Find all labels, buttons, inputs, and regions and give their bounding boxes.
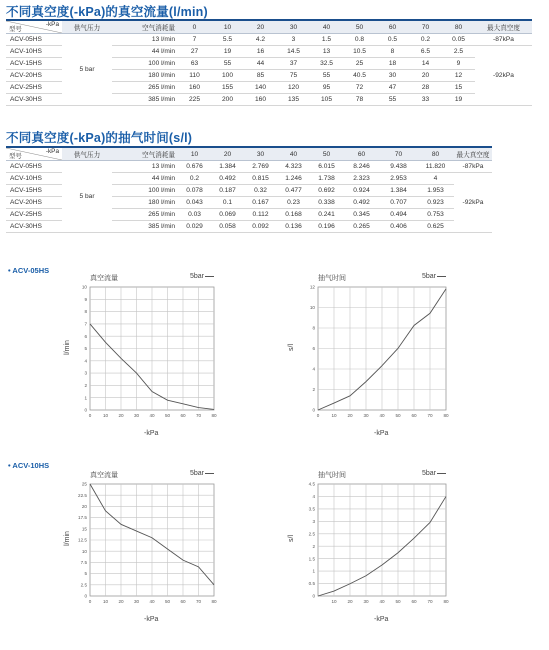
y-tick-label: 5 xyxy=(84,346,87,352)
value-cell: 0.2 xyxy=(178,173,211,185)
legend-line xyxy=(205,473,214,474)
header-level: 10 xyxy=(211,20,244,34)
value-cell: 0.058 xyxy=(211,221,244,233)
y-tick-label: 20 xyxy=(81,504,87,509)
model-cell: ACV-20HS xyxy=(6,70,62,82)
air-consumption-cell: 100 l/min xyxy=(112,185,178,197)
x-tick-label: 0 xyxy=(88,413,92,418)
max-vacuum-cell: -87kPa xyxy=(475,34,532,46)
value-cell: 1.384 xyxy=(380,185,417,197)
y-tick-label: 1.5 xyxy=(308,556,315,562)
value-cell: 0.078 xyxy=(178,185,211,197)
x-tick-label: 70 xyxy=(195,413,202,418)
value-cell: 72 xyxy=(343,82,376,94)
header-level: 30 xyxy=(277,20,310,34)
value-cell: 0.1 xyxy=(211,197,244,209)
header-level: 40 xyxy=(310,20,343,34)
value-cell: 8 xyxy=(376,46,409,58)
chart-2 xyxy=(63,470,217,623)
air-consumption-cell: 44 l/min xyxy=(112,46,178,58)
value-cell: 0.23 xyxy=(277,197,310,209)
value-cell: 225 xyxy=(178,94,211,106)
y-tick-label: 0 xyxy=(84,407,87,413)
header-level: 70 xyxy=(409,20,442,34)
y-tick-label: 3 xyxy=(84,370,87,376)
x-tick-label: 20 xyxy=(347,599,353,604)
chart-3 xyxy=(288,470,449,623)
evacuation-time-table xyxy=(6,146,549,233)
y-tick-label: 22.5 xyxy=(78,492,87,498)
x-tick-label: 40 xyxy=(149,413,155,418)
y-tick-label: 4 xyxy=(312,366,315,372)
legend-label: 5bar xyxy=(189,273,204,280)
y-tick-label: 2 xyxy=(312,543,315,549)
value-cell: 0.345 xyxy=(343,209,380,221)
legend-label: 5bar xyxy=(189,470,204,477)
y-tick-label: 0 xyxy=(312,593,315,599)
value-cell: 140 xyxy=(244,82,277,94)
value-cell: 0.265 xyxy=(343,221,380,233)
value-cell: 2.769 xyxy=(244,161,277,173)
legend-label: 5bar xyxy=(421,273,436,280)
value-cell: 0.753 xyxy=(417,209,454,221)
chart-plot xyxy=(81,284,217,418)
header-max-vacuum: 最大真空度 xyxy=(454,147,492,161)
max-vacuum-cell: -87kPa xyxy=(454,161,492,173)
y-tick-label: 1 xyxy=(84,395,87,401)
value-cell: 0.168 xyxy=(277,209,310,221)
y-tick-label: 0 xyxy=(84,593,87,599)
chart-plot xyxy=(308,481,449,604)
value-cell: 200 xyxy=(211,94,244,106)
y-tick-label: 12.5 xyxy=(78,537,87,543)
x-tick-label: 20 xyxy=(118,599,124,604)
value-cell: 0.676 xyxy=(178,161,211,173)
air-consumption-cell: 180 l/min xyxy=(112,70,178,82)
value-cell: 55 xyxy=(376,94,409,106)
value-cell: 78 xyxy=(343,94,376,106)
value-cell: 0.707 xyxy=(380,197,417,209)
x-tick-label: 60 xyxy=(411,413,417,418)
value-cell: 2.5 xyxy=(442,46,475,58)
value-cell: 40.5 xyxy=(343,70,376,82)
x-tick-label: 70 xyxy=(427,599,433,604)
table-header-row xyxy=(6,20,532,34)
air-consumption-cell: 385 l/min xyxy=(112,94,178,106)
header-model: 型号 xyxy=(9,26,22,33)
y-tick-label: 25 xyxy=(81,481,87,487)
x-tick-label: 80 xyxy=(443,599,449,604)
y-tick-label: 4 xyxy=(84,358,87,364)
x-tick-label: 10 xyxy=(331,413,337,418)
y-axis-label: s/l xyxy=(288,535,295,542)
model-cell: ACV-30HS xyxy=(6,94,62,106)
value-cell: 0.241 xyxy=(310,209,343,221)
model-cell: ACV-10HS xyxy=(6,173,62,185)
value-cell: 0.477 xyxy=(277,185,310,197)
x-tick-label: 60 xyxy=(411,599,417,604)
x-tick-label: 30 xyxy=(133,413,140,418)
air-consumption-cell: 180 l/min xyxy=(112,197,178,209)
value-cell: 0.112 xyxy=(244,209,277,221)
air-consumption-cell: 44 l/min xyxy=(112,173,178,185)
model-cell: ACV-20HS xyxy=(6,197,62,209)
value-cell: 18 xyxy=(376,58,409,70)
value-cell: 1.738 xyxy=(310,173,343,185)
value-cell: 25 xyxy=(343,58,376,70)
header-level: 40 xyxy=(277,147,310,161)
value-cell: 105 xyxy=(310,94,343,106)
value-cell: 0.196 xyxy=(310,221,343,233)
value-cell: 14.5 xyxy=(277,46,310,58)
y-tick-label: 10 xyxy=(81,284,87,290)
section2-title: 不同真空度(-kPa)的抽气时间(s/l) xyxy=(6,131,193,145)
y-tick-label: 3.5 xyxy=(308,506,315,512)
chart-legend xyxy=(422,470,446,477)
value-cell: 0.406 xyxy=(380,221,417,233)
value-cell: 0.03 xyxy=(178,209,211,221)
value-cell: 6.015 xyxy=(310,161,343,173)
value-cell: 16 xyxy=(244,46,277,58)
y-tick-label: 2 xyxy=(84,383,87,388)
value-cell: 1.953 xyxy=(417,185,454,197)
value-cell: 13 xyxy=(310,46,343,58)
header-pressure: 供气压力 xyxy=(62,147,112,161)
model-cell: ACV-15HS xyxy=(6,58,62,70)
chart-0 xyxy=(63,273,217,437)
value-cell: 44 xyxy=(244,58,277,70)
header-level: 50 xyxy=(343,20,376,34)
air-consumption-cell: 13 l/min xyxy=(112,161,178,173)
header-level: 0 xyxy=(178,20,211,34)
air-consumption-cell: 265 l/min xyxy=(112,209,178,221)
value-cell: 11.820 xyxy=(417,161,454,173)
air-consumption-cell: 100 l/min xyxy=(112,58,178,70)
table-row xyxy=(6,161,549,173)
value-cell: 8.246 xyxy=(343,161,380,173)
value-cell: 0.5 xyxy=(376,34,409,46)
value-cell: 95 xyxy=(310,82,343,94)
model-cell: ACV-05HS xyxy=(6,34,62,46)
chart-title: 真空流量 xyxy=(90,275,118,282)
value-cell: 0.494 xyxy=(380,209,417,221)
value-cell: 0.05 xyxy=(442,34,475,46)
header-level: 80 xyxy=(442,20,475,34)
y-tick-label: 4 xyxy=(312,494,315,500)
header-level: 20 xyxy=(244,20,277,34)
y-tick-label: 7.5 xyxy=(80,560,87,565)
model-cell: ACV-05HS xyxy=(6,161,62,173)
value-cell: 135 xyxy=(277,94,310,106)
x-tick-label: 80 xyxy=(211,413,217,418)
model-cell: ACV-25HS xyxy=(6,209,62,221)
y-tick-label: 6 xyxy=(84,333,87,339)
table-header-row xyxy=(6,147,549,161)
value-cell: 32.5 xyxy=(310,58,343,70)
max-vacuum-cell: -92kPa xyxy=(475,46,532,106)
x-tick-label: 0 xyxy=(316,413,320,418)
pressure-cell: 5 bar xyxy=(62,34,112,106)
model-cell: ACV-30HS xyxy=(6,221,62,233)
y-tick-label: 9 xyxy=(84,296,87,302)
header-air-consumption: 空气消耗量 xyxy=(112,20,178,34)
value-cell: 1.5 xyxy=(310,34,343,46)
value-cell: 19 xyxy=(442,94,475,106)
value-cell: 63 xyxy=(178,58,211,70)
x-tick-label: 70 xyxy=(427,413,433,418)
x-tick-label: 80 xyxy=(443,413,449,418)
x-tick-label: 30 xyxy=(133,599,140,604)
y-tick-label: 2.5 xyxy=(80,582,87,588)
value-cell: 4.2 xyxy=(244,34,277,46)
y-tick-label: 0.5 xyxy=(308,581,315,587)
x-tick-label: 10 xyxy=(331,599,337,604)
air-consumption-cell: 385 l/min xyxy=(112,221,178,233)
value-cell: 120 xyxy=(277,82,310,94)
x-tick-label: 10 xyxy=(102,599,109,604)
value-cell: 0.492 xyxy=(343,197,380,209)
header-corner-cell xyxy=(6,20,62,34)
value-cell: 4.323 xyxy=(277,161,310,173)
header-level: 30 xyxy=(244,147,277,161)
value-cell: 0.092 xyxy=(244,221,277,233)
y-tick-label: 8 xyxy=(84,309,87,315)
value-cell: 0.692 xyxy=(310,185,343,197)
value-cell: 4 xyxy=(417,173,454,185)
value-cell: 0.069 xyxy=(211,209,244,221)
y-axis-label: l/min xyxy=(63,531,71,546)
y-tick-label: 2 xyxy=(312,387,315,393)
value-cell: 0.8 xyxy=(343,34,376,46)
legend-label: 5bar xyxy=(421,470,436,477)
y-tick-label: 5 xyxy=(84,571,87,577)
y-tick-label: 15 xyxy=(81,526,87,532)
header-model: 型号 xyxy=(9,153,22,160)
table-row xyxy=(6,34,532,46)
x-tick-label: 80 xyxy=(211,599,217,604)
max-vacuum-cell: -92kPa xyxy=(454,173,492,233)
x-tick-label: 60 xyxy=(180,413,186,418)
value-cell: 19 xyxy=(211,46,244,58)
x-axis-label: -kPa xyxy=(374,616,389,623)
value-cell: 0.187 xyxy=(211,185,244,197)
x-tick-label: 40 xyxy=(149,599,155,604)
value-cell: 1.246 xyxy=(277,173,310,185)
header-level: 20 xyxy=(211,147,244,161)
value-cell: 160 xyxy=(178,82,211,94)
value-cell: 28 xyxy=(409,82,442,94)
legend-line xyxy=(205,276,214,277)
value-cell: 0.625 xyxy=(417,221,454,233)
chart-title: 真空流量 xyxy=(90,472,118,479)
y-axis-label: s/l xyxy=(288,343,295,351)
x-axis-label: -kPa xyxy=(144,430,159,437)
value-cell: 55 xyxy=(211,58,244,70)
value-cell: 0.136 xyxy=(277,221,310,233)
value-cell: 33 xyxy=(409,94,442,106)
y-tick-label: 8 xyxy=(312,325,315,331)
value-cell: 0.167 xyxy=(244,197,277,209)
value-cell: 0.338 xyxy=(310,197,343,209)
chart-legend xyxy=(190,470,214,477)
y-tick-label: 1 xyxy=(312,568,315,574)
model-cell: ACV-10HS xyxy=(6,46,62,58)
value-cell: 0.029 xyxy=(178,221,211,233)
chart-legend xyxy=(190,273,214,280)
chart-title: 抽气时间 xyxy=(318,472,346,479)
y-tick-label: 6 xyxy=(312,346,315,352)
header-pressure: 供气压力 xyxy=(62,20,112,34)
x-tick-label: 10 xyxy=(102,413,109,418)
header-max-vacuum: 最大真空度 xyxy=(475,20,532,34)
value-cell: 5.5 xyxy=(211,34,244,46)
value-cell: 12 xyxy=(442,70,475,82)
y-tick-label: 12 xyxy=(309,284,315,290)
value-cell: 110 xyxy=(178,70,211,82)
model-label-acv-05hs: • ACV-05HS xyxy=(8,266,50,275)
value-cell: 75 xyxy=(277,70,310,82)
header-level: 10 xyxy=(178,147,211,161)
value-cell: 0.924 xyxy=(343,185,380,197)
x-tick-label: 50 xyxy=(164,599,171,604)
section1-title: 不同真空度(-kPa)的真空流量(l/min) xyxy=(6,5,208,19)
x-tick-label: 70 xyxy=(195,599,202,604)
x-axis-label: -kPa xyxy=(374,430,389,437)
legend-line xyxy=(437,276,446,277)
air-consumption-cell: 265 l/min xyxy=(112,82,178,94)
header-corner-cell xyxy=(6,147,62,161)
model-label-acv-10hs: • ACV-10HS xyxy=(8,461,50,470)
x-tick-label: 30 xyxy=(363,599,369,604)
header-level: 60 xyxy=(376,20,409,34)
chart-legend xyxy=(422,273,446,280)
header-level: 80 xyxy=(417,147,454,161)
value-cell: 2.953 xyxy=(380,173,417,185)
x-tick-label: 40 xyxy=(379,599,385,604)
model-cell: ACV-15HS xyxy=(6,185,62,197)
value-cell: 3 xyxy=(277,34,310,46)
x-tick-label: 0 xyxy=(88,599,92,604)
x-tick-label: 60 xyxy=(180,599,186,604)
chart-plot xyxy=(78,481,217,604)
header-level: 70 xyxy=(380,147,417,161)
model-cell: ACV-25HS xyxy=(6,82,62,94)
value-cell: 20 xyxy=(409,70,442,82)
x-tick-label: 20 xyxy=(347,413,353,418)
y-tick-label: 0 xyxy=(312,407,315,413)
value-cell: 6.5 xyxy=(409,46,442,58)
value-cell: 9 xyxy=(442,58,475,70)
air-consumption-cell: 13 l/min xyxy=(112,34,178,46)
value-cell: 0.2 xyxy=(409,34,442,46)
value-cell: 0.043 xyxy=(178,197,211,209)
x-tick-label: 20 xyxy=(118,413,124,418)
value-cell: 2.323 xyxy=(343,173,380,185)
x-tick-label: 40 xyxy=(379,413,385,418)
value-cell: 0.492 xyxy=(211,173,244,185)
value-cell: 85 xyxy=(244,70,277,82)
value-cell: 10.5 xyxy=(343,46,376,58)
x-tick-label: 50 xyxy=(395,413,401,418)
value-cell: 160 xyxy=(244,94,277,106)
y-tick-label: 17.5 xyxy=(78,515,87,521)
value-cell: 155 xyxy=(211,82,244,94)
value-cell: 9.438 xyxy=(380,161,417,173)
chart-title: 抽气时间 xyxy=(318,275,346,282)
header-kpa: -kPa xyxy=(45,21,59,28)
value-cell: 47 xyxy=(376,82,409,94)
x-tick-label: 50 xyxy=(164,413,171,418)
y-tick-label: 4.5 xyxy=(308,481,315,487)
x-tick-label: 50 xyxy=(395,599,401,604)
x-tick-label: 30 xyxy=(363,413,369,418)
header-kpa: -kPa xyxy=(45,148,59,155)
value-cell: 37 xyxy=(277,58,310,70)
chart-plot xyxy=(309,284,449,418)
value-cell: 30 xyxy=(376,70,409,82)
y-tick-label: 10 xyxy=(309,305,315,311)
y-axis-label: l/min xyxy=(63,339,71,355)
y-tick-label: 3 xyxy=(312,518,315,524)
header-level: 60 xyxy=(343,147,380,161)
value-cell: 0.32 xyxy=(244,185,277,197)
value-cell: 27 xyxy=(178,46,211,58)
y-tick-label: 7 xyxy=(84,321,87,327)
value-cell: 0.923 xyxy=(417,197,454,209)
legend-line xyxy=(437,473,446,474)
value-cell: 100 xyxy=(211,70,244,82)
y-tick-label: 10 xyxy=(81,548,87,554)
y-tick-label: 2.5 xyxy=(308,531,315,537)
value-cell: 15 xyxy=(442,82,475,94)
value-cell: 14 xyxy=(409,58,442,70)
value-cell: 1.384 xyxy=(211,161,244,173)
value-cell: 55 xyxy=(310,70,343,82)
pressure-cell: 5 bar xyxy=(62,161,112,233)
value-cell: 7 xyxy=(178,34,211,46)
x-axis-label: -kPa xyxy=(144,616,159,623)
header-air-consumption: 空气消耗量 xyxy=(112,147,178,161)
value-cell: 0.815 xyxy=(244,173,277,185)
chart-1 xyxy=(288,273,449,437)
vacuum-flow-table xyxy=(6,19,532,106)
header-level: 50 xyxy=(310,147,343,161)
